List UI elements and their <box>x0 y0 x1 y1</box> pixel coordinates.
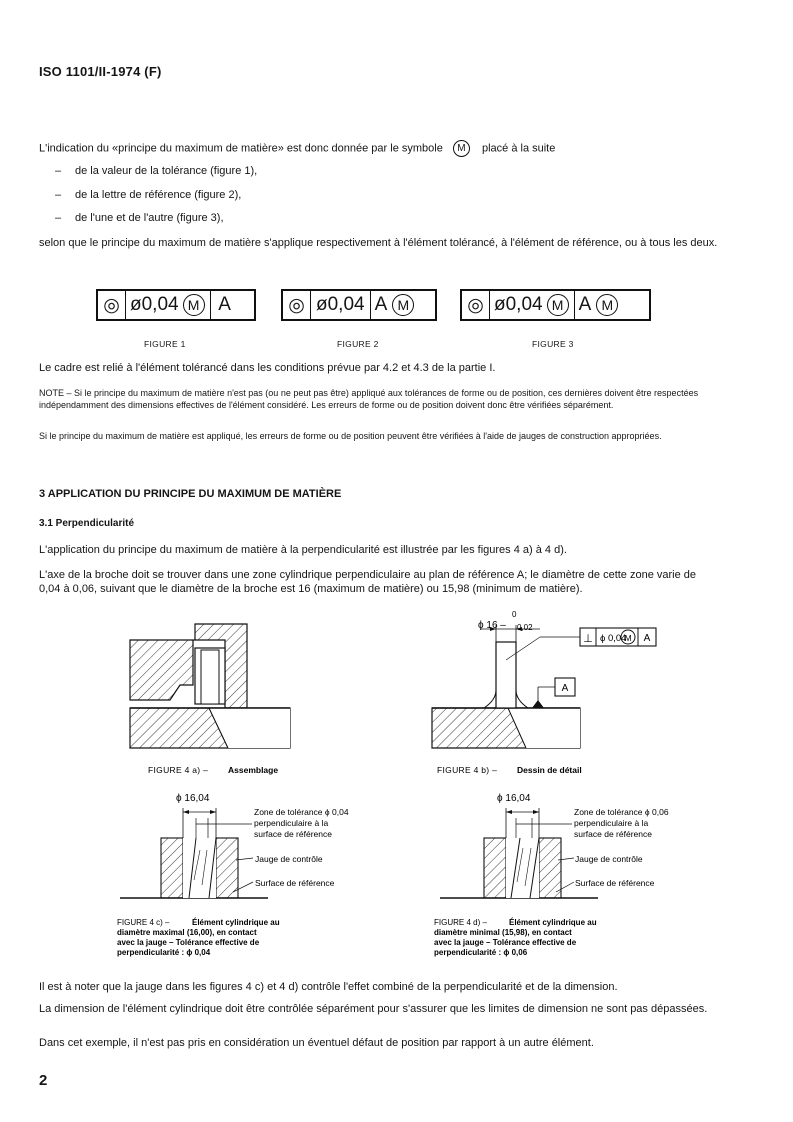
page-number: 2 <box>39 1072 48 1089</box>
standard-header: ISO 1101/II-1974 (F) <box>39 64 162 79</box>
figure-4b-dim-lower: 0,02 <box>517 623 533 632</box>
intro-sentence <box>39 140 759 157</box>
concentricity-icon: ◎ <box>283 291 311 319</box>
intro-conclusion: selon que le principe du maximum de matière s'applique respectivement à l'élément tolérancé, à l'élément de référence, ou à tous les deux. <box>39 237 718 249</box>
figure-4d-dimension: ϕ 16,04 <box>497 793 531 804</box>
figure-caption: FIGURE 1 <box>144 339 186 349</box>
figure-4c-dimension: ϕ 16,04 <box>176 793 210 804</box>
figure-4c-caption-line: perpendicularité : ϕ 0,04 <box>117 948 211 957</box>
figure-3-frame: ◎ ø0,04 M A M <box>460 289 651 321</box>
mmc-icon: M <box>392 294 414 316</box>
figure-2-frame: ◎ ø0,04 A M <box>281 289 437 321</box>
figure-4a-drawing <box>130 624 290 748</box>
figure-caption: FIGURE 2 <box>337 339 379 349</box>
closing-paragraph: Dans cet exemple, il n'est pas pris en considération un éventuel défaut de position par rapport à un autre élément. <box>39 1037 594 1049</box>
figure-1-frame: ◎ ø0,04 M A <box>96 289 256 321</box>
figure-4b-caption-prefix: FIGURE 4 b) – <box>437 765 498 775</box>
figure-4d-gauge-label: Jauge de contrôle <box>575 854 643 864</box>
section-paragraph: L'axe de la broche doit se trouver dans une zone cylindrique perpendiculaire au plan de référence A; le diamètre de cette zone varie de 0,04 à 0,06, suivant que le diamètre de la broche est 16 (maximum de matière) ou 15,98 (minimum de matière). <box>39 569 697 595</box>
figure-4c-drawing <box>120 808 268 898</box>
frame-note: Le cadre est relié à l'élément tolérancé dans les conditions prévue par 4.2 et 4.3 de la partie I. <box>39 362 496 374</box>
figure-4b-datum-box: A <box>561 683 569 694</box>
note-followup: Si le principe du maximum de matière est appliqué, les erreurs de forme ou de position peuvent être vérifiées à l'aide de jauges de construction appropriées. <box>39 431 662 441</box>
figure-4d-zone-label: surface de référence <box>574 829 652 839</box>
mmc-symbol: M <box>453 140 470 157</box>
figure-4c-zone-label: surface de référence <box>254 829 332 839</box>
figure-4b-dim-upper: 0 <box>512 610 517 619</box>
list-item: – de la valeur de la tolérance (figure 1), <box>55 165 258 177</box>
figure-4c-caption-line: avec la jauge – Tolérance effective de <box>117 938 260 947</box>
concentricity-icon: ◎ <box>98 291 126 319</box>
figure-4c-caption-line: diamètre maximal (16,00), en contact <box>117 928 257 937</box>
subsection-title: 3.1 Perpendicularité <box>39 518 135 529</box>
figure-4b-caption-title: Dessin de détail <box>517 765 582 775</box>
figure-4b-frame-tolerance: ϕ 0,04 <box>600 633 627 644</box>
figure-4a-caption-title: Assemblage <box>228 765 279 775</box>
figure-4d-caption-line: diamètre minimal (15,98), en contact <box>434 928 572 937</box>
mmc-icon: M <box>183 294 205 316</box>
figure-4a-caption-prefix: FIGURE 4 a) – <box>148 765 209 775</box>
figure-4b-frame-datum: A <box>643 633 651 644</box>
figure-4c-zone-label: perpendiculaire à la <box>254 818 329 828</box>
closing-paragraph: La dimension de l'élément cylindrique doit être contrôlée séparément pour s'assurer que les limites de dimension ne sont pas dépassées. <box>39 1003 708 1015</box>
figure-4d-zone-label: Zone de tolérance ϕ 0,06 <box>574 807 669 817</box>
section-title: 3 APPLICATION DU PRINCIPE DU MAXIMUM DE MATIÈRE <box>39 488 342 500</box>
mmc-icon: M <box>547 294 569 316</box>
concentricity-icon: ◎ <box>462 291 490 319</box>
figure-4c-surface-label: Surface de référence <box>255 878 335 888</box>
figure-4c-caption-prefix: FIGURE 4 c) – <box>117 918 170 927</box>
figure-4d-caption-line: avec la jauge – Tolérance effective de <box>434 938 577 947</box>
list-item: – de l'une et de l'autre (figure 3), <box>55 212 224 224</box>
figure-4c-zone-label: Zone de tolérance ϕ 0,04 <box>254 807 349 817</box>
figure-4d-zone-label: perpendiculaire à la <box>574 818 649 828</box>
mmc-icon: M <box>596 294 618 316</box>
perpendicularity-icon: ⊥ <box>583 633 593 645</box>
figure-4-drawings <box>0 600 793 980</box>
note-paragraph: NOTE – Si le principe du maximum de matière n'est pas (ou ne peut pas être) appliqué aux tolérances de forme ou de position, ces dernières doivent être respectées indépendamment des dimensions effectives de l'élément considéré. Les erreurs de forme ou de position doivent donc être vérifiées séparément. <box>39 388 699 410</box>
figure-4d-caption-prefix: FIGURE 4 d) – <box>434 918 487 927</box>
figure-4c-gauge-label: Jauge de contrôle <box>255 854 323 864</box>
figure-4d-surface-label: Surface de référence <box>575 878 655 888</box>
figure-4b-frame-modifier: M <box>624 633 632 643</box>
intro-end: placé à la suite <box>481 142 556 155</box>
figure-caption: FIGURE 3 <box>532 339 574 349</box>
list-item: – de la lettre de référence (figure 2), <box>55 189 242 201</box>
intro-start: L'indication du «principe du maximum de matière» est donc donnée par le symbole <box>39 142 443 155</box>
figure-4b-dimension: ϕ 16 – <box>478 620 506 631</box>
figure-4c-caption-title: Élément cylindrique au <box>192 918 280 927</box>
figure-4d-caption-line: perpendicularité : ϕ 0,06 <box>434 948 528 957</box>
closing-paragraph: Il est à noter que la jauge dans les figures 4 c) et 4 d) contrôle l'effet combiné de la perpendicularité et de la dimension. <box>39 981 618 993</box>
figure-4d-caption-title: Élément cylindrique au <box>509 918 597 927</box>
section-paragraph: L'application du principe du maximum de matière à la perpendicularité est illustrée par les figures 4 a) à 4 d). <box>39 544 567 556</box>
